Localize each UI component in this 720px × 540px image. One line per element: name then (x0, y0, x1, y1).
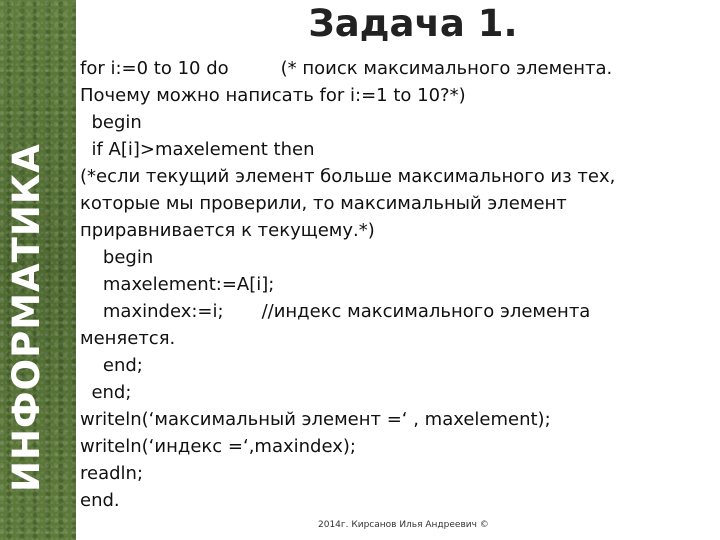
code-line: которые мы проверили, то максимальный элемент (80, 193, 567, 214)
footer-copyright: 2014г. Кирсанов Илья Андреевич © (318, 520, 489, 530)
code-comment: //индекс максимального элемента (261, 301, 591, 322)
sidebar-title: ИНФОРМАТИКА (5, 143, 48, 492)
code-line (80, 55, 715, 82)
slide-title: Задача 1. (308, 2, 518, 45)
code-line: меняется. (80, 328, 176, 349)
code-line: end; (80, 355, 143, 376)
code-line: writeln(‘индекс =‘,maxindex); (80, 436, 356, 457)
code-line: приравнивается к текущему.*) (80, 220, 375, 241)
code-line: begin (80, 112, 142, 133)
sidebar-band (0, 0, 76, 540)
code-comment: (* поиск максимального элемента. (280, 58, 613, 79)
code-line: writeln(‘максимальный элемент =‘ , maxelement); (80, 409, 551, 430)
code-text: maxindex:=i; (80, 301, 224, 322)
code-line: (*если текущий элемент больше максимального из тех, (80, 166, 616, 187)
code-line: readln; (80, 463, 144, 484)
code-line: if A[i]>maxelement then (80, 139, 315, 160)
code-line: end. (80, 490, 120, 511)
code-line: begin (80, 247, 154, 268)
code-line: maxelement:=A[i]; (80, 274, 275, 295)
code-body (80, 55, 715, 514)
code-line: end; (80, 382, 132, 403)
code-line (80, 298, 715, 325)
code-line: Почему можно написать for i:=1 to 10?*) (80, 85, 466, 106)
code-text: for i:=0 to 10 do (80, 58, 229, 79)
